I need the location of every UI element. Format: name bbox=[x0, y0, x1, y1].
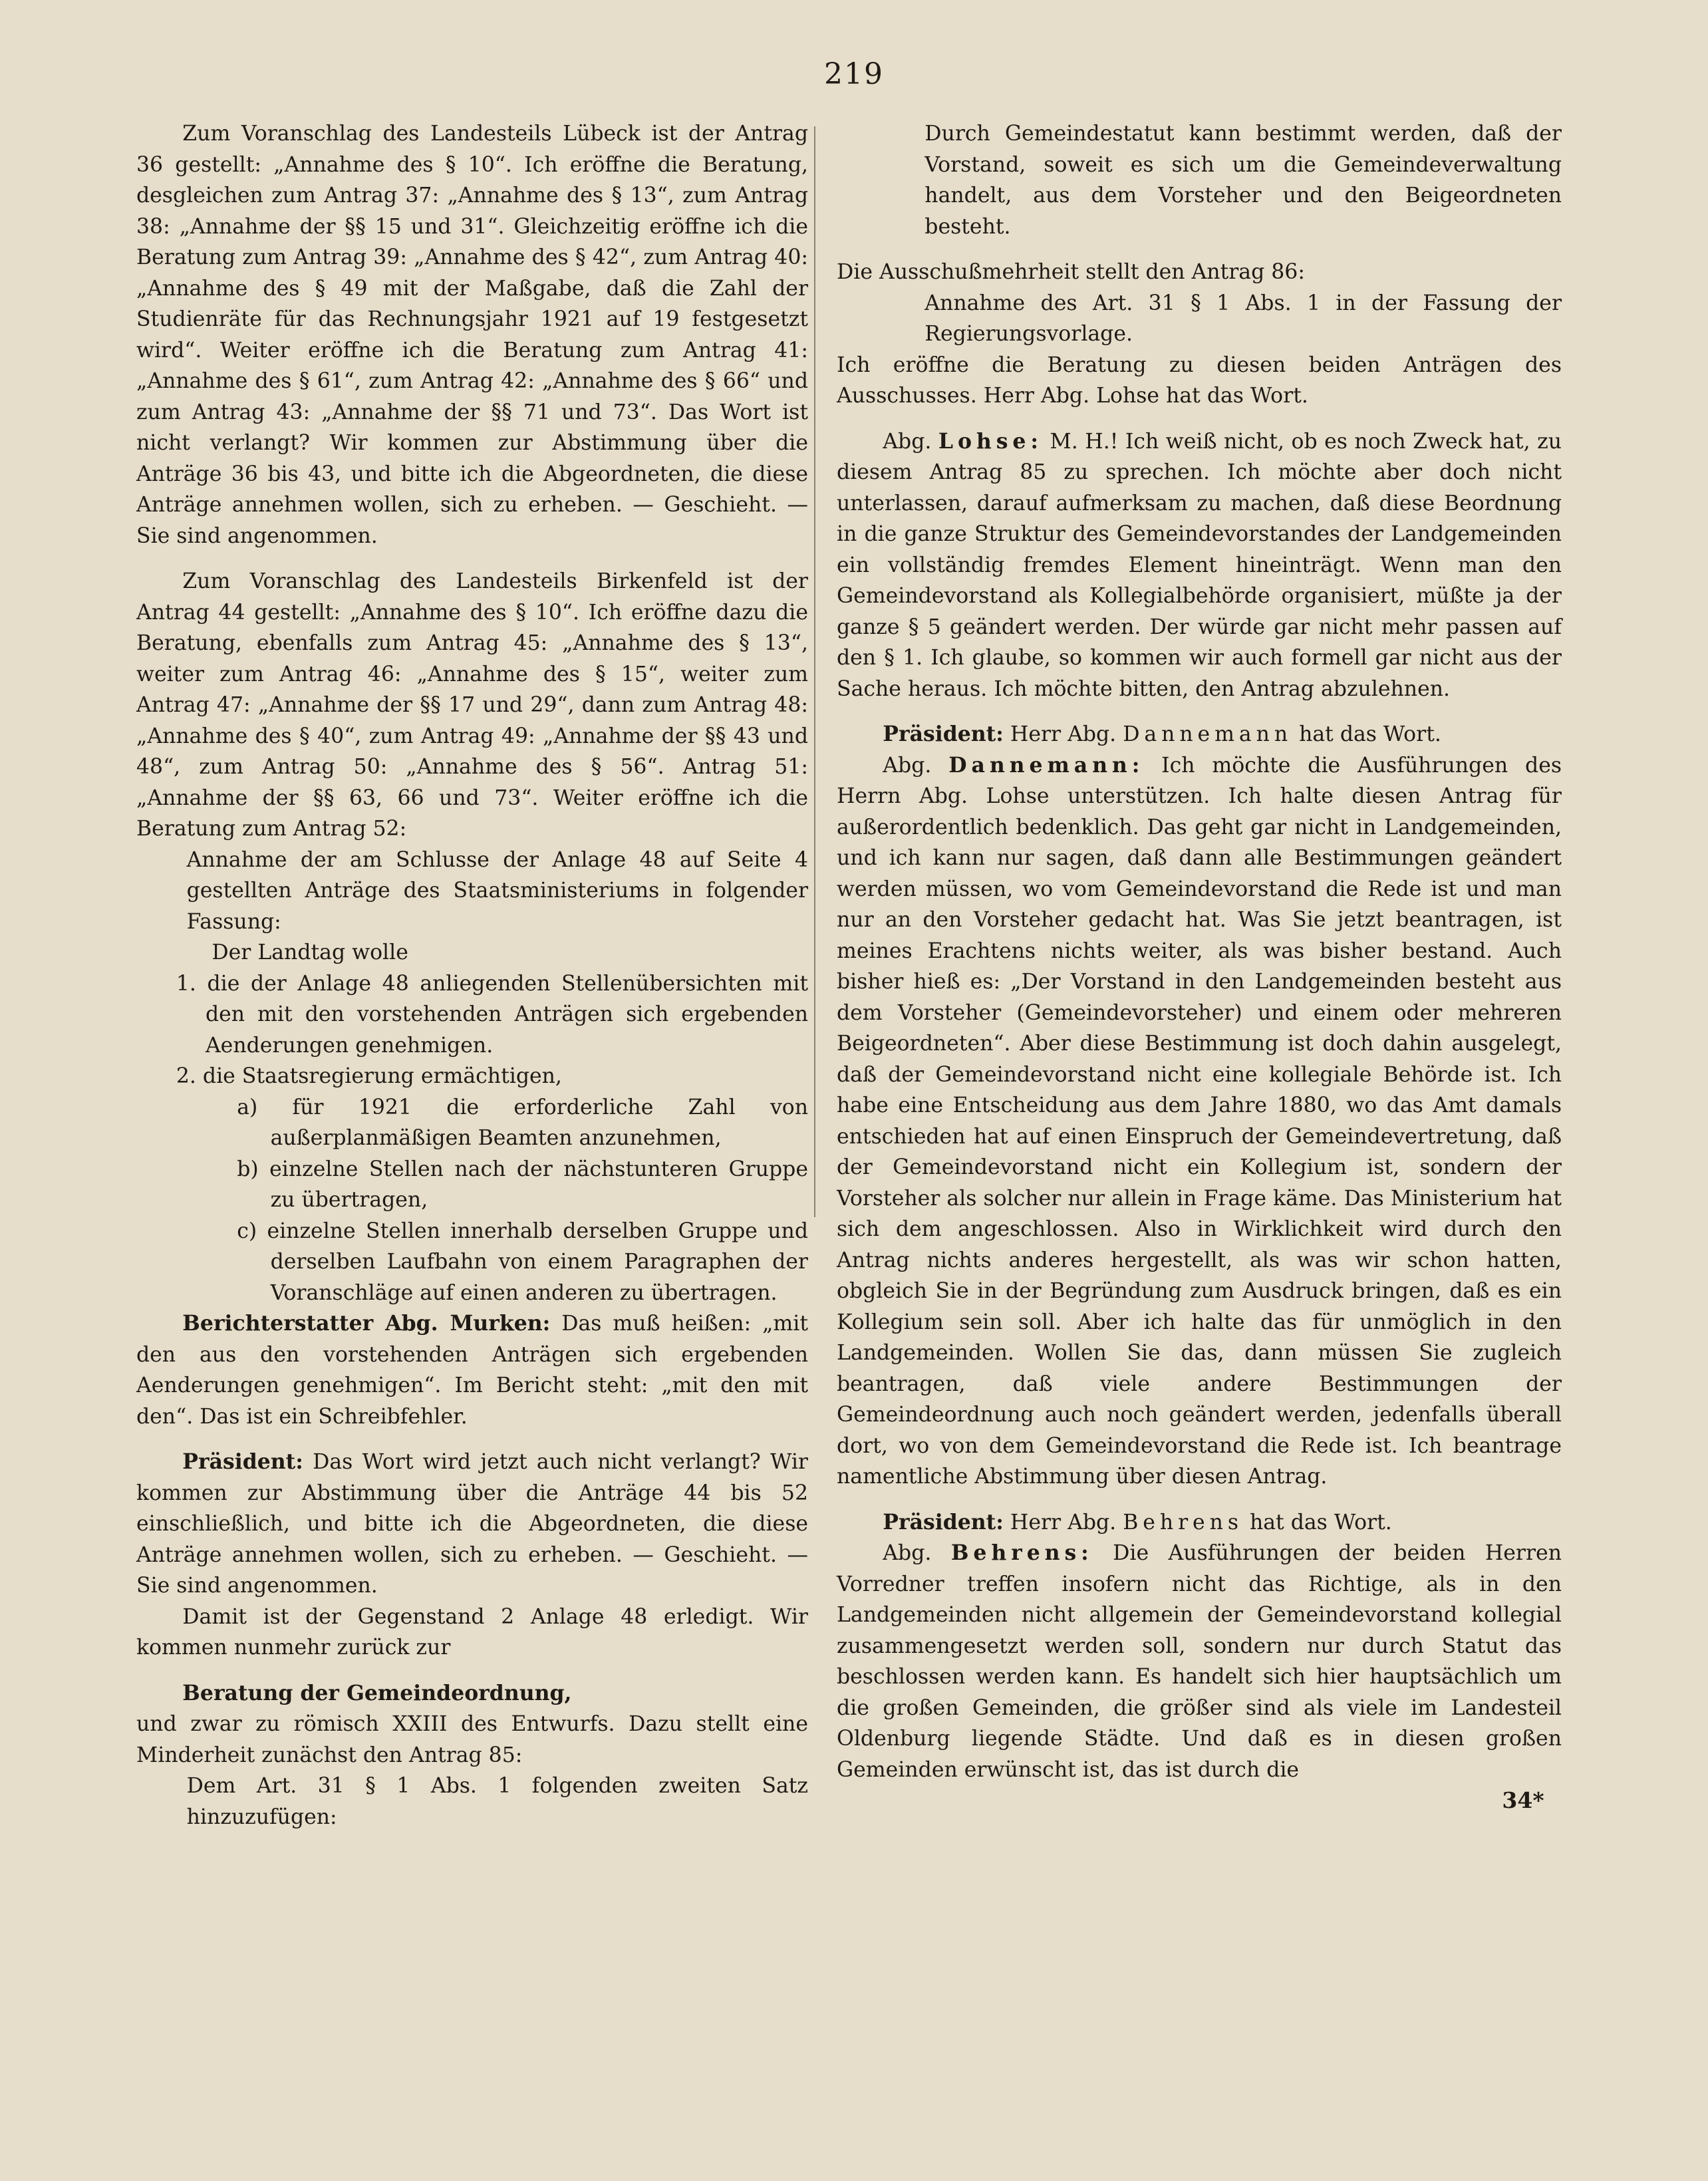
right-column bbox=[837, 118, 1562, 1817]
speech-paragraph bbox=[837, 719, 1562, 750]
quoted-motion: Durch Gemeindestatut kann bestimmt werden, daß der Vorstand, soweit es sich um die Gemeindeverwaltung handelt, aus dem Vorsteher und den Beigeordneten besteht. bbox=[925, 122, 1562, 239]
paragraph: Zum Voranschlag des Landesteils Lübeck ist der Antrag 36 gestellt: „Annahme des § 10“. Ich eröffne die Beratung, desgleichen zum Antrag 37: „Annahme des § 13“, zum Antrag 38: „Annahme der §§ 15 und 31“. Gleichzeitig eröffne ich die Beratung zum Antrag 39: „Annahme des § 42“, zum Antrag 40: „Annahme des § 49 mit der Maßgabe, daß die Zahl der Studienräte für das Rechnungsjahr 1921 auf 19 festgesetzt wird“. Weiter eröffne ich die Beratung zum Antrag 41: „Annahme des § 61“, zum Antrag 42: „Annahme des § 66“ und zum Antrag 43: „Annahme der §§ 71 und 73“. Das Wort ist nicht verlangt? Wir kommen zur Abstimmung über die Anträge 36 bis 43, und bitte ich die Abgeordneten, die diese Anträge annehmen wollen, sich zu erheben. — Geschieht. — Sie sind angenommen. bbox=[136, 122, 808, 548]
speech-paragraph bbox=[837, 1538, 1562, 1785]
speaker-name: Lohse: bbox=[938, 428, 1043, 454]
speech-text: hat das Wort. bbox=[1292, 722, 1441, 746]
speech-prefix: Abg. bbox=[883, 1541, 951, 1565]
speaker-name: Präsident: bbox=[883, 722, 1004, 746]
speech-text: Das Wort wird jetzt auch nicht verlangt? Wir kommen zur Abstimmung über die Anträge 44 bis 52 einschließlich, und bitte ich die Abgeordneten, die diese Anträge annehmen wollen, sich zu erheben. — Geschieht. — Sie sind angenommen. bbox=[136, 1450, 808, 1598]
speech-prefix: Abg. bbox=[883, 429, 938, 454]
paragraph: Zum Voranschlag des Landesteils Birkenfeld ist der Antrag 44 gestellt: „Annahme des § 10“. Ich eröffne dazu die Beratung, ebenfalls zum Antrag 45: „Annahme des § 13“, weiter zum Antrag 46: „Annahme des § 15“, weiter zum Antrag 47: „Annahme der §§ 17 und 29“, dann zum Antrag 48: „Annahme des § 40“, zum Antrag 49: „Annahme der §§ 43 und 48“, zum Antrag 50: „Annahme des § 56“. Antrag 51: „Annahme der §§ 63, 66 und 73“. Weiter eröffne ich die Beratung zum Antrag 52: bbox=[136, 569, 808, 841]
motion-subitem: a) für 1921 die erforderliche Zahl von außerplanmäßigen Beamten anzunehmen, bbox=[237, 1095, 808, 1150]
speech-text: hat das Wort. bbox=[1242, 1510, 1392, 1534]
motion-subitem: b) einzelne Stellen nach der nächstunteren Gruppe zu übertragen, bbox=[237, 1157, 808, 1212]
speech-text: M. H.! Ich weiß nicht, ob es noch Zweck hat, zu diesem Antrag 85 zu sprechen. Ich möchte aber doch nicht unterlassen, darauf aufmerksam zu machen, daß diese Beordnung in die ganze Struktur des Gemeindevorstandes der Landgemeinden ein vollständig fremdes Element hineinträgt. Wenn man den Gemeindevorstand als Kollegialbehörde organisiert, müßte ja der ganze § 5 geändert werden. Der würde gar nicht mehr passen auf den § 1. Ich glaube, so kommen wir auch formell gar nicht aus der Sache heraus. Ich möchte bitten, den Antrag abzulehnen. bbox=[837, 429, 1562, 701]
left-column bbox=[136, 118, 808, 1832]
motion-item: 2. die Staatsregierung ermächtigen, bbox=[176, 1064, 562, 1088]
speaker-name: Präsident: bbox=[883, 1509, 1004, 1534]
speech-paragraph bbox=[136, 1308, 808, 1432]
speech-text: Herr Abg. bbox=[1003, 722, 1123, 746]
speech-prefix: Abg. bbox=[883, 753, 949, 778]
page-number: 219 bbox=[824, 57, 884, 91]
speaker-name: Berichterstatter Abg. Murken: bbox=[182, 1311, 551, 1336]
member-name: Behrens bbox=[1123, 1510, 1243, 1534]
quoted-motion: Der Landtag wolle bbox=[212, 941, 408, 964]
member-name: Dannemann bbox=[1123, 722, 1293, 746]
speech-paragraph bbox=[837, 750, 1562, 1493]
motion-item: 1. die der Anlage 48 anliegenden Stellenübersichten mit den mit den vorstehenden Anträgen sich ergebenden Aenderungen genehmigen. bbox=[176, 971, 808, 1058]
speech-paragraph bbox=[837, 426, 1562, 705]
speech-paragraph bbox=[136, 1447, 808, 1602]
motion-subitem: c) einzelne Stellen innerhalb derselben Gruppe und derselben Laufbahn von einem Paragraphen der Voranschläge auf einen anderen zu übertragen. bbox=[237, 1219, 808, 1305]
speaker-name: Dannemann: bbox=[948, 752, 1145, 778]
quoted-motion: Annahme des Art. 31 § 1 Abs. 1 in der Fassung der Regierungsvorlage. bbox=[925, 291, 1562, 346]
paragraph: Die Ausschußmehrheit stellt den Antrag 86: bbox=[837, 260, 1305, 284]
speech-paragraph bbox=[837, 1507, 1562, 1538]
quoted-motion: Dem Art. 31 § 1 Abs. 1 folgenden zweiten Satz hinzuzufügen: bbox=[186, 1774, 808, 1829]
speech-text: Ich möchte die Ausführungen des Herrn Abg. Lohse unterstützen. Ich halte diesen Antrag für außerordentlich bedenklich. Das geht gar nicht in Landgemeinden, und ich kann nur sagen, daß dann alle Bestimmungen geändert werden müssen, wo vom Gemeindevorstand die Rede ist und man nur an den Vorsteher gedacht hat. Was Sie jetzt beantragen, ist meines Erachtens nichts weiter, als was bisher bestand. Auch bisher hieß es: „Der Vorstand in den Landgemeinden besteht aus dem Vorsteher (Gemeindevorsteher) und einem oder mehreren Beigeordneten“. Aber diese Bestimmung ist doch dahin ausgelegt, daß der Gemeindevorstand nicht eine kollegiale Behörde ist. Ich habe eine Entscheidung aus dem Jahre 1880, wo das Amt damals entschieden hat auf einen Einspruch der Gemeindevertretung, daß der Gemeindevorstand nicht ein Kollegium ist, sondern der Vorsteher als solcher nur allein in Frage käme. Das Ministerium hat sich dem angeschlossen. Also in Wirklichkeit wird durch den Antrag nichts anderes hergestellt, als was wir schon hatten, obgleich Sie in der Begründung zum Ausdruck bringen, daß es ein Kollegium sein soll. Aber ich halte das für unmöglich in den Landgemeinden. Wollen Sie das, dann müssen Sie zugleich beantragen, daß viele andere Bestimmungen der Gemeindeordnung auch noch geändert werden, jedenfalls überall dort, wo von dem Gemeindevorstand die Rede ist. Ich beantrage namentliche Abstimmung über diesen Antrag. bbox=[837, 753, 1562, 1489]
speaker-name: Präsident: bbox=[182, 1449, 303, 1474]
paragraph: Ich eröffne die Beratung zu diesen beiden Anträgen des Ausschusses. Herr Abg. Lohse hat das Wort. bbox=[837, 353, 1562, 408]
speaker-name: Behrens: bbox=[950, 1540, 1093, 1565]
speech-text: Das muß heißen: „mit den aus den vorstehenden Anträgen sich ergebenden Aenderungen genehmigen“. Im Bericht steht: „mit den mit den“. Das ist ein Schreibfehler. bbox=[136, 1312, 808, 1429]
speech-text: Die Ausführungen der beiden Herren Vorredner treffen insofern nicht das Richtige, als in den Landgemeinden nicht allgemein der Gemeindevorstand kollegial zusammengesetzt werden soll, sondern nur durch Statut das beschlossen werden kann. Es handelt sich hier hauptsächlich um die großen Gemeinden, die größer sind als viele im Landesteil Oldenburg liegende Städte. Und daß es in diesen großen Gemeinden erwünscht ist, das ist durch die bbox=[837, 1541, 1562, 1782]
quoted-motion: Annahme der am Schlusse der Anlage 48 auf Seite 4 gestellten Anträge des Staatsministeriums in folgender Fassung: bbox=[186, 847, 808, 934]
signature-mark: 34* bbox=[1502, 1787, 1544, 1813]
column-divider bbox=[814, 126, 815, 1217]
paragraph: Damit ist der Gegenstand 2 Anlage 48 erledigt. Wir kommen nunmehr zurück zur bbox=[136, 1604, 808, 1660]
paragraph: und zwar zu römisch XXIII des Entwurfs. Dazu stellt eine Minderheit zunächst den Antrag 85: bbox=[136, 1712, 808, 1767]
speech-text: Herr Abg. bbox=[1003, 1510, 1123, 1534]
section-heading: Beratung der Gemeindeordnung, bbox=[182, 1680, 572, 1705]
